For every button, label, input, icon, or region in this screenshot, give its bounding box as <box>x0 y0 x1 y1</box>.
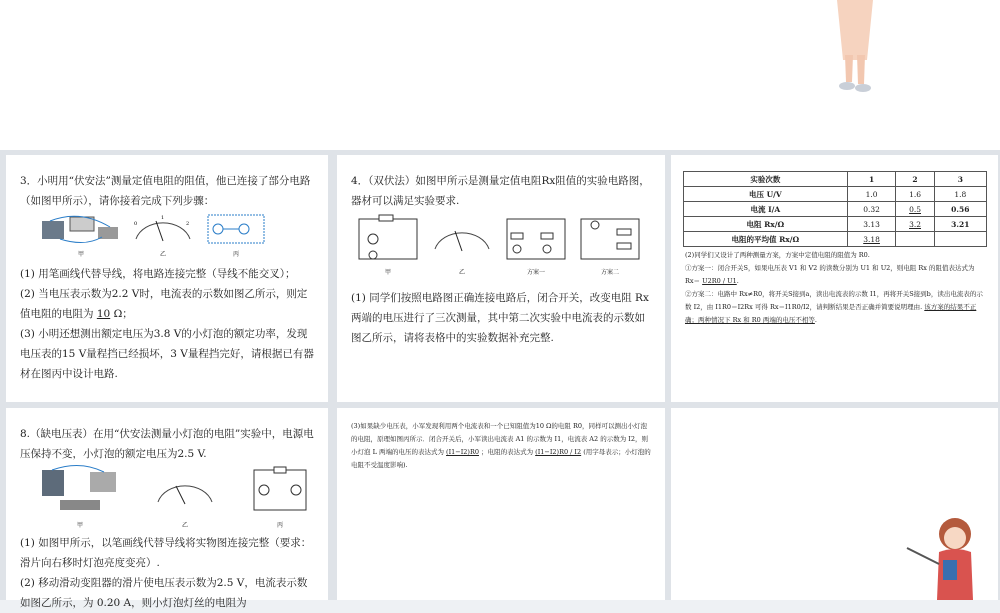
table-cell: 3 <box>934 172 986 187</box>
figure-yi-ammeter <box>429 215 495 276</box>
table-cell: 电阻的平均值 Rx/Ω <box>684 232 848 247</box>
figure-yi-ammeter <box>128 213 198 258</box>
figure-bing-schematic <box>250 466 310 529</box>
table-cell <box>896 232 934 247</box>
table-cell: 实验次数 <box>684 172 848 187</box>
figure-caption: 方案二 <box>600 269 619 276</box>
resistance-expression-answer: (I1−I2)R0 / I2 <box>535 448 582 456</box>
table-cell-answer: 3.2 <box>896 217 934 232</box>
table-cell <box>934 232 986 247</box>
question-8-part3-card <box>337 408 665 600</box>
table-row <box>684 202 987 217</box>
table-cell: 3.13 <box>847 217 896 232</box>
table-cell: 电压 U/V <box>684 187 848 202</box>
question-8-part2: (2) 移动滑动变阻器的滑片使电压表示数为2.5 V，电流表示数如图乙所示，为 0.20 A，则小灯泡灯丝的电阻为 <box>20 577 308 609</box>
figure-jia-apparatus <box>40 466 120 529</box>
question-3-figures <box>40 213 314 258</box>
svg-text:2: 2 <box>186 221 190 227</box>
figure-jia-schematic <box>355 215 421 276</box>
question-8-part1: (1) 如图甲所示，以笔画线代替导线将实物图连接完整（要求：滑片向右移时灯泡亮度变亮）. <box>20 537 312 569</box>
figure-caption: 丙 <box>276 522 283 529</box>
figure-caption: 乙 <box>458 269 465 276</box>
table-row <box>684 217 987 232</box>
question-8-figures <box>40 466 314 529</box>
question-4-card <box>337 155 665 402</box>
table-cell-answer: 0.5 <box>896 202 934 217</box>
svg-text:0: 0 <box>134 221 138 227</box>
question-3-part2: (2) 当电压表示数为2.2 V时，电流表的示数如图乙所示，则定值电阻的电阻为 10 Ω； <box>20 288 308 320</box>
table-row <box>684 232 987 247</box>
question-4-stem: 4．（双伏法）如图甲所示是测量定值电阻Rx阻值的实验电路图，器材可以满足实验要求. <box>351 175 650 207</box>
question-8-stem: 8.（缺电压表）在用“伏安法测量小灯泡的电阻”实验中，电源电压保持不变，小灯泡的额定电压为2.5 V. <box>20 428 314 460</box>
table-cell: 1.0 <box>847 187 896 202</box>
figure-caption: 甲 <box>77 251 84 258</box>
figure-jia-circuit <box>40 213 122 258</box>
figure-yi-ammeter <box>150 466 220 529</box>
table-cell: 3.21 <box>934 217 986 232</box>
figure-caption: 乙 <box>181 522 188 529</box>
answer-resistance: 10 <box>96 308 111 320</box>
teacher-figure-illustration <box>815 0 895 95</box>
teacher-cartoon-illustration <box>903 512 993 600</box>
table-header-row <box>684 172 987 187</box>
table-cell: 电阻 Rx/Ω <box>684 217 848 232</box>
table-cell: 2 <box>896 172 934 187</box>
figure-caption: 丙 <box>232 251 239 258</box>
question-4-figures <box>355 215 651 276</box>
slide-header-area <box>0 0 1000 150</box>
question-4-part1: (1) 同学们按照电路图正确连接电路后，闭合开关，改变电阻 Rx 两端的电压进行了三次测量，其中第二次实验中电流表的示数如图乙所示，请将表格中的实验数据补充完整. <box>351 292 649 344</box>
teacher-illustration-card <box>671 408 998 600</box>
table-cell: 0.56 <box>934 202 986 217</box>
question-4-answer-card <box>671 155 998 402</box>
figure-caption: 乙 <box>159 251 166 258</box>
table-cell-answer: 3.18 <box>847 232 896 247</box>
figure-caption: 方案一 <box>526 269 545 276</box>
plan-two-answer: 该方案的结果不正确；两种情况下 Rx 和 R0 两端的电压不相等 <box>685 303 977 324</box>
plan-one-text: ①方案一：闭合开关S，如果电压表 V1 和 V2 的读数分别为 U1 和 U2，则电阻 Rx 的阻值表达式为 Rx＝ U2R0 / U1. <box>685 264 975 285</box>
svg-text:1: 1 <box>161 215 165 221</box>
question-3-part1: (1) 用笔画线代替导线，将电路连接完整（导线不能交叉）； <box>20 268 296 280</box>
figure-caption: 甲 <box>76 522 83 529</box>
table-cell: 1.8 <box>934 187 986 202</box>
figure-bing-circuit-box <box>204 213 268 258</box>
question-3-stem: 3．小明用“伏安法”测量定值电阻的阻值，他已连接了部分电路（如图甲所示），请你接着完成下列步骤： <box>20 175 311 207</box>
voltage-expression-answer: (I1−I2)R0 <box>446 448 479 456</box>
table-cell: 1.6 <box>896 187 934 202</box>
question-3-card <box>6 155 328 402</box>
question-8-card <box>6 408 328 609</box>
table-cell: 电流 I/A <box>684 202 848 217</box>
figure-plan-one <box>503 215 569 276</box>
table-cell: 1 <box>847 172 896 187</box>
question-3-part3: (3) 小明还想测出额定电压为3.8 V的小灯泡的额定功率，发现电压表的15 V量程挡已经损坏，3 V量程挡完好，请根据已有器材在图丙中设计电路. <box>20 328 314 380</box>
experiment-data-table <box>683 171 987 247</box>
figure-caption: 甲 <box>384 269 391 276</box>
table-cell: 0.32 <box>847 202 896 217</box>
question-8-part3-text: (3)如果缺少电压表，小军发现利用两个电流表和一个已知阻值为10 Ω的电阻 R0，同样可以测出小灯泡的电阻，原理如图丙所示．闭合开关后，小军读出电流表 A1 的示数为 I1，电流表 A2 的示数为 I2，则小灯泡 L 两端的电压的表达式为 (I1−I2)R0 ；电阻的表达式为 (I1−I2)R0 / I2 (用字母表示；小灯泡的电阻不受温度影响). <box>351 422 651 469</box>
part2-intro: (2)同学们又设计了两种测量方案，方案中定值电阻的阻值为 R0. <box>685 251 870 259</box>
table-row <box>684 187 987 202</box>
plan-two-text: ②方案二：电路中 Rx≠R0，将开关S接到a，读出电流表的示数 I1，再将开关S接到b，读出电流表的示数 I2，由 I1R0＝I2Rx 可得 Rx＝I1R0/I2，请判断结果是否正确并简要说明理由. 该方案的结果不正确；两种情况下 Rx 和 R0 两端的电压不相等. <box>685 290 983 324</box>
plan-one-answer: U2R0 / U1 <box>702 277 737 285</box>
figure-plan-two <box>577 215 643 276</box>
